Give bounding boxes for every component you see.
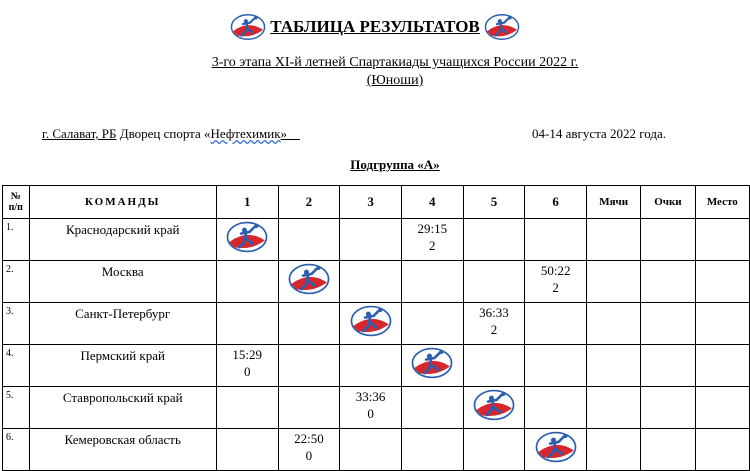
col-place-header: Место [695, 186, 749, 219]
subtitle-line1: 3-го этапа XI-й летней Спартакиады учащихся России 2022 г. [211, 55, 579, 70]
empty-result-cell [525, 219, 587, 261]
match-score: 22:50 [294, 431, 324, 446]
handball-logo-icon [284, 284, 334, 299]
match-points: 2 [490, 322, 498, 337]
empty-result-cell [340, 261, 402, 303]
handball-logo-icon [346, 326, 396, 341]
col-5-header: 5 [463, 186, 525, 219]
place-cell [695, 261, 749, 303]
location-underline-pad [287, 126, 300, 141]
empty-result-cell [401, 429, 463, 471]
col-2-header: 2 [278, 186, 340, 219]
table-row [3, 303, 750, 345]
goals-cell [586, 429, 640, 471]
page-title: ТАБЛИЦА РЕЗУЛЬТАТОВ [0, 12, 750, 42]
table-header-row [3, 186, 750, 219]
points-cell [641, 261, 695, 303]
diagonal-logo-cell [340, 303, 402, 345]
place-cell [695, 303, 749, 345]
empty-result-cell [340, 345, 402, 387]
results-table [2, 185, 750, 471]
handball-logo-icon [484, 12, 520, 42]
col-teams-header: КОМАНДЫ [29, 186, 216, 219]
empty-result-cell [340, 429, 402, 471]
match-points: 2 [552, 280, 559, 295]
empty-result-cell [525, 303, 587, 345]
table-row [3, 387, 750, 429]
goals-cell [586, 303, 640, 345]
match-score: 33:36 [355, 389, 386, 404]
empty-result-cell [340, 219, 402, 261]
diagonal-logo-cell [463, 387, 525, 429]
empty-result-cell [463, 429, 525, 471]
col-6-header: 6 [525, 186, 587, 219]
points-cell [641, 429, 695, 471]
handball-logo-icon [469, 410, 519, 425]
empty-result-cell [525, 387, 587, 429]
points-cell [641, 219, 695, 261]
handball-logo-icon [222, 242, 272, 257]
match-result-cell [463, 303, 525, 345]
team-name: Краснодарский край [29, 219, 216, 261]
location-city: г. Салават, РБ [42, 126, 117, 141]
table-row [3, 261, 750, 303]
diagonal-logo-cell [278, 261, 340, 303]
empty-result-cell [525, 345, 587, 387]
empty-result-cell [401, 387, 463, 429]
match-score: 50:22 [540, 263, 571, 278]
empty-result-cell [278, 387, 340, 429]
diagonal-logo-cell [525, 429, 587, 471]
col-number-header: № п/п [3, 186, 30, 219]
row-index: 5. [3, 387, 30, 429]
table-row [3, 429, 750, 471]
col-1-header: 1 [216, 186, 278, 219]
team-name: Пермский край [29, 345, 216, 387]
diagonal-logo-cell [216, 219, 278, 261]
location-venue-a: Дворец спорта « [116, 126, 211, 141]
match-score: 29:15 [417, 221, 448, 236]
row-index: 3. [3, 303, 30, 345]
team-name: Москва [29, 261, 216, 303]
row-index: 4. [3, 345, 30, 387]
match-points: 0 [367, 406, 374, 421]
empty-result-cell [278, 345, 340, 387]
goals-cell [586, 219, 640, 261]
empty-result-cell [216, 387, 278, 429]
points-cell [641, 387, 695, 429]
goals-cell [586, 387, 640, 429]
table-row [3, 345, 750, 387]
empty-result-cell [216, 429, 278, 471]
event-dates: 04-14 августа 2022 года. [532, 126, 666, 141]
match-result-cell [525, 261, 587, 303]
table-row [3, 219, 750, 261]
empty-result-cell [463, 219, 525, 261]
empty-result-cell [401, 303, 463, 345]
col-points-header: Очки [641, 186, 695, 219]
place-cell [695, 429, 749, 471]
match-result-cell [216, 345, 278, 387]
match-points: 2 [429, 238, 436, 253]
empty-result-cell [278, 219, 340, 261]
handball-logo-icon [230, 12, 266, 42]
empty-result-cell [278, 303, 340, 345]
match-result-cell [340, 387, 402, 429]
location-venue-name: Нефтехимик [210, 126, 281, 141]
team-name: Кемеровская область [29, 429, 216, 471]
team-name: Ставропольский край [29, 387, 216, 429]
match-points: 0 [243, 364, 251, 379]
empty-result-cell [463, 345, 525, 387]
col-4-header: 4 [401, 186, 463, 219]
col-3-header: 3 [340, 186, 402, 219]
row-index: 1. [3, 219, 30, 261]
diagonal-logo-cell [401, 345, 463, 387]
match-score: 15:29 [232, 347, 263, 362]
points-cell [641, 303, 695, 345]
empty-result-cell [216, 303, 278, 345]
subtitle-line2: (Юноши) [366, 73, 424, 88]
empty-result-cell [463, 261, 525, 303]
row-index: 2. [3, 261, 30, 303]
team-name: Санкт-Петербург [29, 303, 216, 345]
match-result-cell [278, 429, 340, 471]
location [42, 126, 300, 142]
goals-cell [586, 345, 640, 387]
location-venue-c: » [280, 126, 288, 141]
group-title: Подгруппа «А» [350, 157, 440, 172]
match-points: 0 [305, 448, 313, 463]
place-cell [695, 345, 749, 387]
empty-result-cell [401, 261, 463, 303]
points-cell [641, 345, 695, 387]
handball-logo-icon [407, 368, 457, 383]
place-cell [695, 219, 749, 261]
match-score: 36:33 [479, 305, 509, 320]
place-cell [695, 387, 749, 429]
match-result-cell [401, 219, 463, 261]
col-goals-header: Мячи [586, 186, 640, 219]
row-index: 6. [3, 429, 30, 471]
goals-cell [586, 261, 640, 303]
handball-logo-icon [531, 452, 581, 467]
empty-result-cell [216, 261, 278, 303]
